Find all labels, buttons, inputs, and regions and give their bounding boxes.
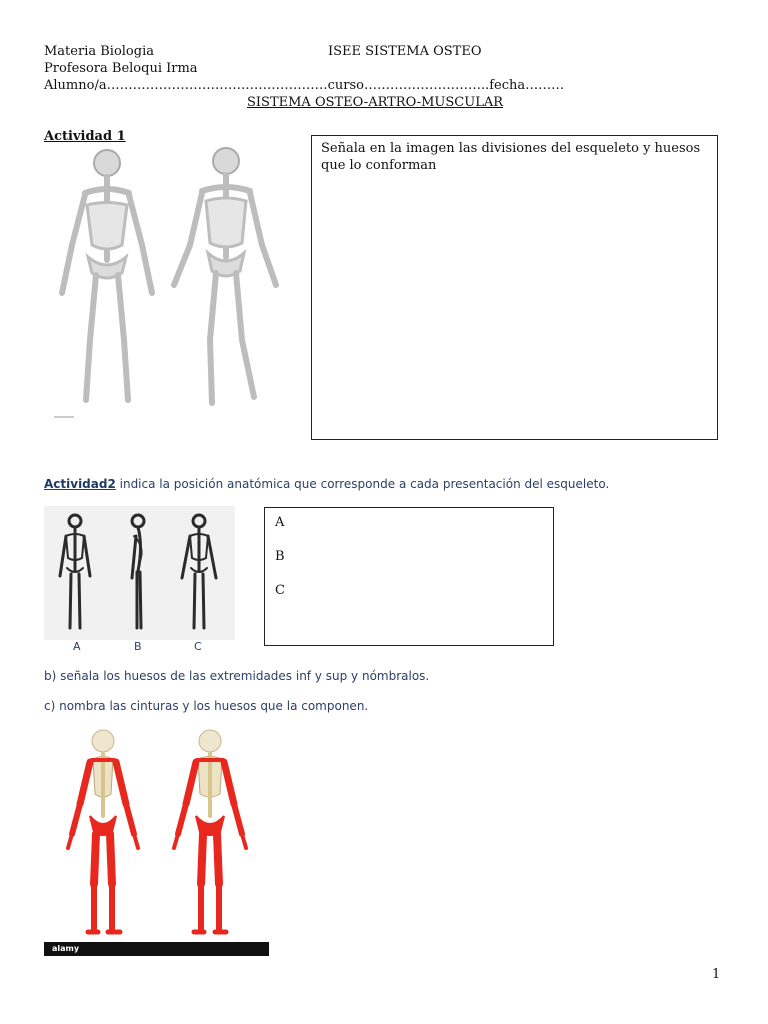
student-line: Alumno/a……………………………………………curso………………………..fecha……… bbox=[44, 78, 565, 93]
question-b: b) señala los huesos de las extremidades inf y sup y nómbralos. bbox=[44, 669, 430, 683]
answer-label-b: B bbox=[275, 549, 285, 564]
skeleton-positions-image bbox=[44, 506, 235, 640]
activity1-answer-box[interactable] bbox=[311, 135, 718, 440]
activity1-heading: Actividad 1 bbox=[44, 129, 126, 144]
image-label-a: A bbox=[73, 640, 81, 653]
activity2-line bbox=[44, 477, 609, 492]
skeleton-back-front-image bbox=[50, 145, 282, 425]
alamy-logo: alamy bbox=[52, 944, 80, 953]
activity2-answer-box[interactable] bbox=[264, 507, 554, 646]
image-label-b: B bbox=[134, 640, 142, 653]
question-c: c) nombra las cinturas y los huesos que la componen. bbox=[44, 699, 369, 713]
page-number: 1 bbox=[712, 967, 721, 982]
watermark-bar bbox=[44, 942, 269, 956]
answer-label-c: C bbox=[275, 583, 285, 598]
subject-label: Materia Biologia bbox=[44, 44, 154, 59]
teacher-label: Profesora Beloqui Irma bbox=[44, 61, 198, 76]
document-title: ISEE SISTEMA OSTEO bbox=[328, 44, 482, 59]
skeleton-limbs-image bbox=[44, 724, 269, 956]
activity2-instruction: indica la posición anatómica que corresponde a cada presentación del esqueleto. bbox=[115, 477, 610, 491]
main-title: SISTEMA OSTEO-ARTRO-MUSCULAR bbox=[247, 95, 504, 110]
image-label-c: C bbox=[194, 640, 202, 653]
activity1-instruction: Señala en la imagen las divisiones del esqueleto y huesos que lo conforman bbox=[321, 141, 701, 173]
activity2-heading: Actividad2 bbox=[44, 477, 116, 491]
answer-label-a: A bbox=[275, 515, 285, 530]
